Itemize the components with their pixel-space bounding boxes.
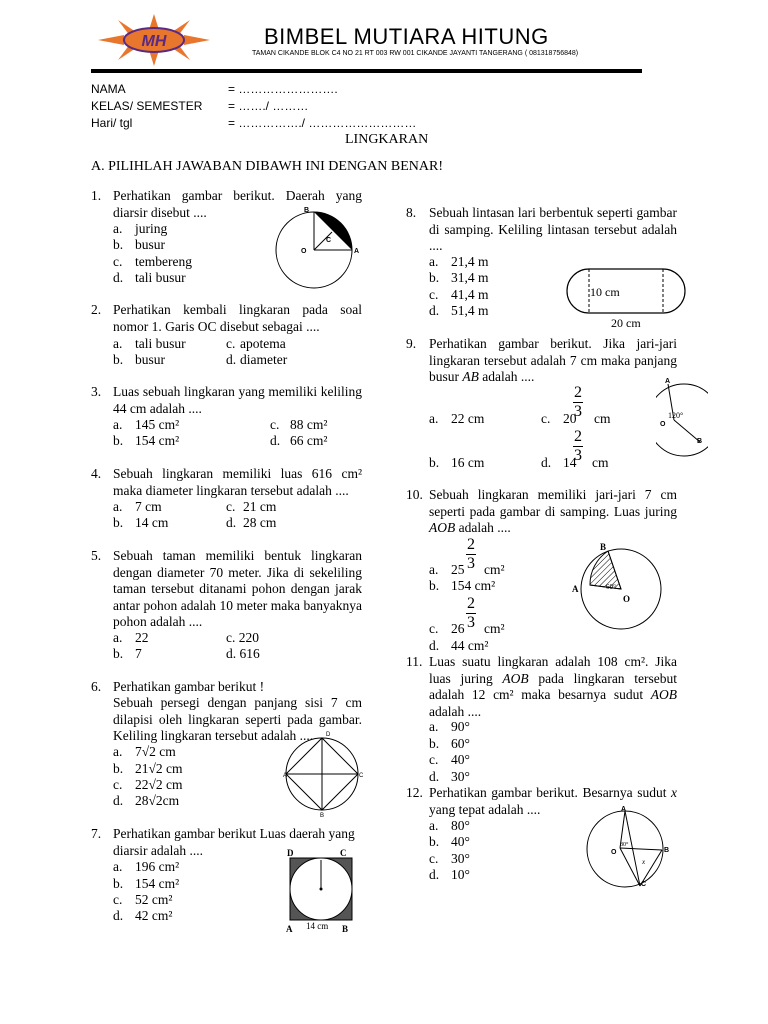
q6-option-d[interactable]: d. 28√2cm — [113, 793, 180, 808]
q5-option-b[interactable]: b. 7 — [113, 646, 142, 661]
topic-title: LINGKARAN — [345, 132, 429, 147]
svg-text:C: C — [359, 773, 364, 779]
q3-option-d[interactable]: d. 66 cm² — [270, 433, 328, 448]
q10-option-a[interactable]: a. 25 — [429, 562, 465, 577]
q5-option-a[interactable]: a. 22 — [113, 630, 149, 645]
q5-option-c[interactable]: c. 220 — [226, 630, 259, 645]
q6-square-in-circle-figure — [283, 728, 365, 818]
svg-text:10 cm: 10 cm — [590, 285, 620, 299]
q12-number: 12. — [406, 785, 423, 800]
q12-option-c[interactable]: c. 30° — [429, 851, 470, 866]
svg-text:A: A — [283, 773, 288, 779]
q8-number: 8. — [406, 205, 417, 220]
svg-text:A: A — [621, 806, 627, 813]
q10-option-a-fraction: $\frac{2}{3}$ — [467, 536, 475, 572]
field-class-value[interactable]: = ……./ ……… — [228, 99, 309, 113]
q6-option-b[interactable]: b. 21√2 cm — [113, 761, 183, 776]
svg-text:120°: 120° — [668, 411, 684, 420]
q12-angle-figure — [580, 804, 676, 890]
q11-text: Luas suatu lingkaran adalah 108 cm². Jika luas juring AOB pada lingkaran tersebut adalah 12 cm² maka besarnya sudut AOB adalah .... — [429, 654, 677, 719]
q2-number: 2. — [91, 302, 102, 317]
svg-text:x: x — [642, 858, 646, 866]
q10-option-b[interactable]: b. 154 cm² — [429, 578, 496, 593]
field-date-value[interactable]: = ……………./ ……………………… — [228, 116, 417, 130]
q6-text-1: Perhatikan gambar berikut ! — [113, 679, 265, 694]
svg-text:B: B — [664, 847, 670, 854]
q9-arc-figure — [656, 376, 708, 462]
field-date-label: Hari/ tgl — [91, 116, 133, 130]
q6-option-c[interactable]: c. 22√2 cm — [113, 777, 183, 792]
q10-option-c-fraction: $\frac{2}{3}$ — [467, 595, 475, 631]
q1-option-c[interactable]: c. tembereng — [113, 254, 192, 269]
q1-option-d[interactable]: d. tali busur — [113, 270, 186, 285]
q3-number: 3. — [91, 384, 102, 399]
q5-text: Sebuah taman memiliki bentuk lingkaran dengan diameter 70 meter. Jika di sekeliling taman tersebut ditanami pohon dengan jarak antar pohon adalah 10 meter maka banyaknya pohon adalah .... — [113, 548, 362, 629]
q11-option-c[interactable]: c. 40° — [429, 752, 470, 767]
q12-option-d[interactable]: d. 10° — [429, 867, 470, 882]
svg-text:O: O — [660, 421, 666, 428]
svg-text:D: D — [326, 732, 331, 738]
q7-option-d[interactable]: d. 42 cm² — [113, 908, 173, 923]
q2-option-d[interactable]: d. diameter — [226, 352, 288, 367]
svg-text:C: C — [326, 237, 332, 244]
svg-text:A: A — [286, 924, 293, 934]
q9-text: Perhatikan gambar berikut. Jika jari-jari lingkaran tersebut adalah 7 cm maka panjang busur AB adalah .... — [429, 336, 677, 384]
q9-option-d-fraction: $\frac{2}{3}$ — [574, 428, 582, 464]
q7-number: 7. — [91, 826, 102, 841]
q11-number: 11. — [406, 654, 423, 669]
svg-text:A: A — [572, 584, 579, 594]
q11-option-d[interactable]: d. 30° — [429, 769, 470, 784]
svg-text:A: A — [665, 378, 671, 385]
q9-option-b[interactable]: b. 16 cm — [429, 455, 485, 470]
q10-number: 10. — [406, 487, 423, 502]
field-name-label: NAMA — [91, 82, 126, 96]
logo — [98, 14, 210, 66]
q12-text: Perhatikan gambar berikut. Besarnya sudut x yang tepat adalah .... — [429, 785, 677, 817]
q7-option-c[interactable]: c. 52 cm² — [113, 892, 173, 907]
q10-sector-figure — [568, 538, 664, 636]
q1-option-b[interactable]: b. busur — [113, 237, 165, 252]
institution-address: TAMAN CIKANDE BLOK C4 NO 21 RT 003 RW 001 CIKANDE JAYANTI TANGERANG ( 081318756848) — [252, 50, 579, 57]
q3-option-c[interactable]: c. 88 cm² — [270, 417, 328, 432]
field-name-value[interactable]: = ……………………. — [228, 82, 338, 96]
q8-option-d[interactable]: d. 51,4 m — [429, 303, 489, 318]
q4-option-b[interactable]: b. 14 cm — [113, 515, 169, 530]
q8-track-figure — [563, 264, 689, 330]
q11-option-b[interactable]: b. 60° — [429, 736, 470, 751]
q4-number: 4. — [91, 466, 102, 481]
q9-number: 9. — [406, 336, 417, 351]
q5-option-d[interactable]: d. 616 — [226, 646, 260, 661]
svg-text:B: B — [600, 542, 607, 552]
svg-text:14 cm: 14 cm — [306, 921, 329, 931]
q11-option-a[interactable]: a. 90° — [429, 719, 470, 734]
q2-option-c[interactable]: c. apotema — [226, 336, 286, 351]
q4-option-d[interactable]: d. 28 cm — [226, 515, 277, 530]
q1-number: 1. — [91, 188, 102, 203]
institution-title: BIMBEL MUTIARA HITUNG — [264, 24, 549, 49]
svg-text:B: B — [697, 438, 703, 445]
q3-text: Luas sebuah lingkaran yang memiliki keliling 44 cm adalah .... — [113, 384, 362, 416]
q4-text: Sebuah lingkaran memiliki luas 616 cm² maka diameter lingkaran tersebut adalah .... — [113, 466, 362, 498]
q9-option-d-unit: cm — [592, 455, 609, 470]
svg-text:B: B — [304, 207, 310, 214]
q6-option-a[interactable]: a. 7√2 cm — [113, 744, 176, 759]
section-heading: A. PILIHLAH JAWABAN DIBAWH INI DENGAN BENAR! — [91, 159, 443, 174]
svg-text:C: C — [340, 848, 347, 858]
q10-text: Sebuah lingkaran memiliki jari-jari 7 cm seperti pada gambar di samping. Luas juring AOB adalah .... — [429, 487, 677, 535]
svg-text:O: O — [301, 248, 307, 255]
q12-option-b[interactable]: b. 40° — [429, 834, 470, 849]
q8-option-a[interactable]: a. 21,4 m — [429, 254, 489, 269]
q9-option-c[interactable]: c. 20 — [541, 411, 577, 426]
q1-option-a[interactable]: a. juring — [113, 221, 168, 236]
q7-text: Perhatikan gambar berikut Luas daerah yang diarsir adalah .... — [113, 826, 355, 858]
q7-option-a[interactable]: a. 196 cm² — [113, 859, 180, 874]
logo-text: MH — [141, 33, 167, 50]
q6-text-2: Sebuah persegi dengan panjang sisi 7 cm dilapisi oleh lingkaran seperti pada gambar. Keliling lingkaran tersebut adalah .... — [113, 695, 362, 743]
q7-circle-in-square-figure — [282, 846, 362, 934]
q9-option-c-fraction: $\frac{2}{3}$ — [574, 384, 582, 420]
q2-option-b[interactable]: b. busur — [113, 352, 165, 367]
q9-option-a[interactable]: a. 22 cm — [429, 411, 485, 426]
svg-text:B: B — [342, 924, 349, 934]
field-class-label: KELAS/ SEMESTER — [91, 99, 203, 113]
svg-text:C: C — [641, 881, 647, 888]
q3-option-b[interactable]: b. 154 cm² — [113, 433, 180, 448]
svg-text:80°: 80° — [620, 842, 629, 848]
q10-option-c[interactable]: c. 26 — [429, 621, 465, 636]
q1-text: Perhatikan gambar berikut. Daerah yang diarsir disebut .... — [113, 188, 362, 220]
q2-option-a[interactable]: a. tali busur — [113, 336, 186, 351]
q10-option-d[interactable]: d. 44 cm² — [429, 638, 489, 653]
q9-option-d[interactable]: d. 14 — [541, 455, 577, 470]
q7-option-b[interactable]: b. 154 cm² — [113, 876, 180, 891]
q10-option-c-unit: cm² — [484, 621, 505, 636]
q8-option-b[interactable]: b. 31,4 m — [429, 270, 489, 285]
q3-option-a[interactable]: a. 145 cm² — [113, 417, 180, 432]
svg-text:20 cm: 20 cm — [611, 316, 641, 330]
q4-option-c[interactable]: c. 21 cm — [226, 499, 277, 514]
q10-option-a-unit: cm² — [484, 562, 505, 577]
q9-option-c-unit: cm — [594, 411, 611, 426]
svg-text:B: B — [320, 813, 325, 818]
q2-text: Perhatikan kembali lingkaran pada soal nomor 1. Garis OC disebut sebagai .... — [113, 302, 362, 334]
svg-text:O: O — [623, 594, 631, 604]
svg-text:D: D — [287, 848, 294, 858]
q8-option-c[interactable]: c. 41,4 m — [429, 287, 489, 302]
q8-text: Sebuah lintasan lari berbentuk seperti gambar di samping. Keliling lintasan tersebut adalah .... — [429, 205, 677, 253]
svg-text:60°: 60° — [606, 583, 616, 591]
q6-number: 6. — [91, 679, 102, 694]
q4-option-a[interactable]: a. 7 cm — [113, 499, 162, 514]
svg-text:A: A — [354, 248, 360, 255]
header-divider — [91, 69, 642, 73]
svg-text:O: O — [611, 849, 617, 856]
q12-option-a[interactable]: a. 80° — [429, 818, 470, 833]
q5-number: 5. — [91, 548, 102, 563]
q1-circle-figure — [270, 204, 360, 292]
